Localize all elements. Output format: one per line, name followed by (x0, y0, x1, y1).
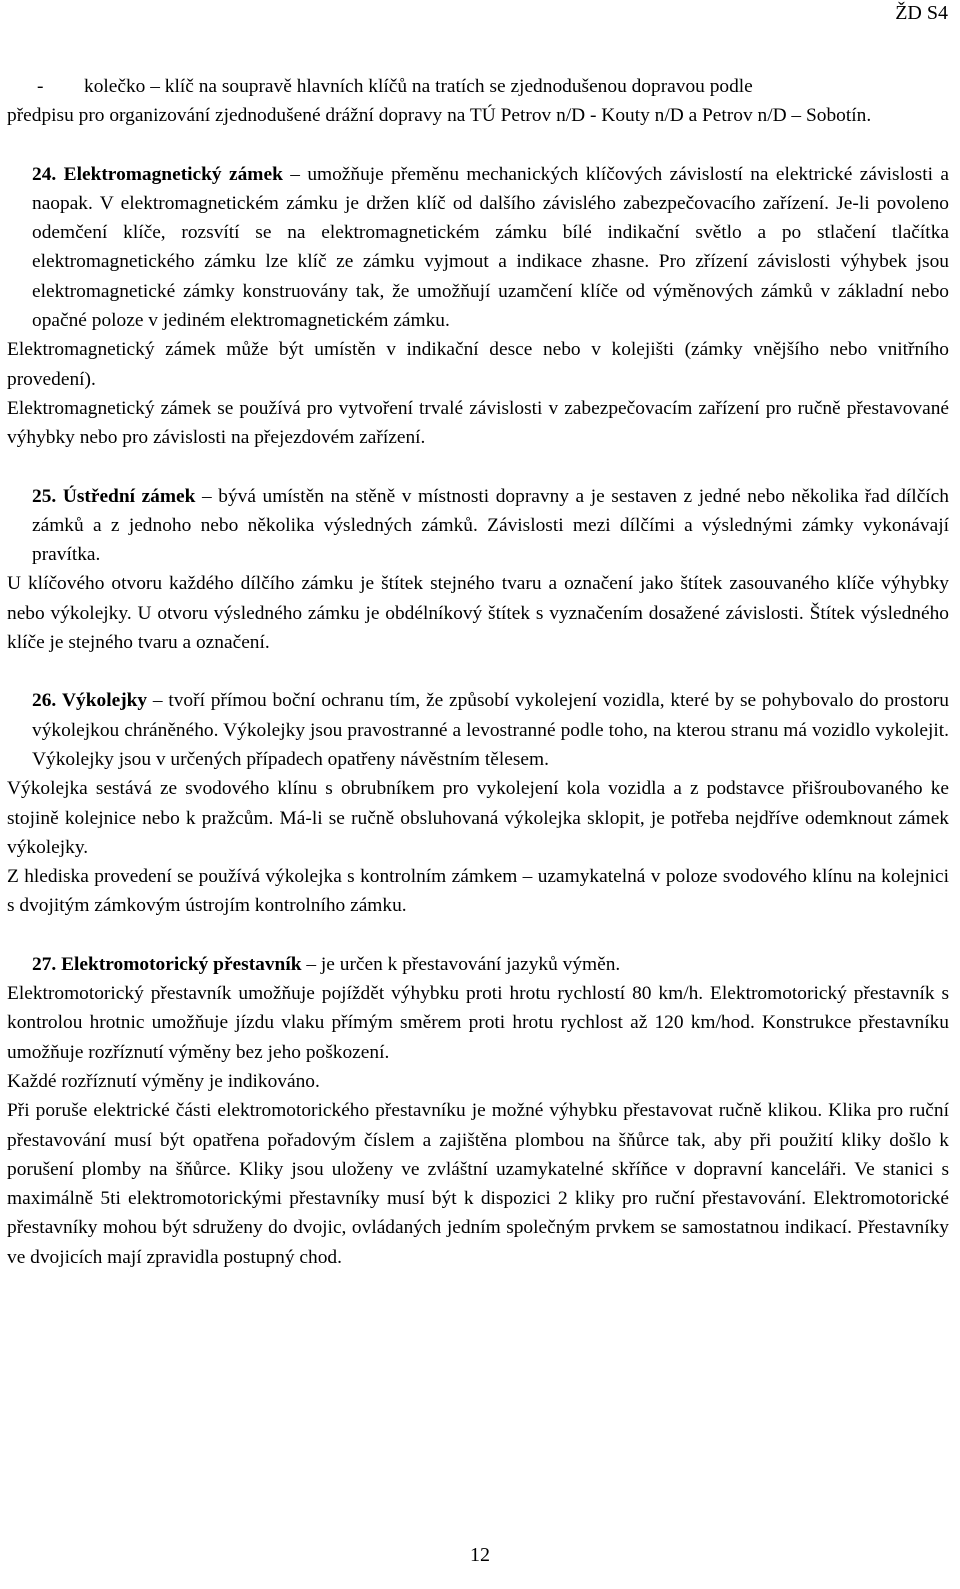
paragraph: Elektromagnetický zámek se používá pro vytvoření trvalé závislosti v zabezpečovacím zařízení pro ručně přestavované výhybky nebo pro závislosti na přejezdovém zařízení. (7, 397, 949, 449)
paragraph: Elektromotorický přestavník umožňuje pojíždět výhybku proti hrotu rychlostí 80 km/h. Elektromotorický přestavník s kontrolou hrotnic umožňuje jízdu vlaku přímým směrem proti hrotu rychlost až 120 km/hod. Konstrukce přestavníku umožňuje rozříznutí výměny bez jeho poškození. (7, 983, 949, 1063)
section-term: Ústřední zámek (62, 485, 196, 507)
section-intro: – tvoří přímou boční ochranu tím, že způsobí vykolejení vozidla, které by se pohybovalo do prostoru výkolejkou chráněného. Výkolejky jsou pravostranné a levostranné podle toho, na kterou stranu má vozidlo vykolejit. Výkolejky jsou v určených případech opatřeny návěstním tělesem. (32, 690, 949, 770)
section-number: 24. (32, 163, 57, 185)
section-24 (7, 160, 949, 336)
section-intro: – je určen k přestavování jazyků výměn. (301, 953, 621, 975)
section-intro: – bývá umístěn na stěně v místnosti dopravny a je sestaven z jedné nebo několika řad dílčích zámků a z jednoho nebo několika výsledných zámků. Závislosti mezi dílčími a výslednými zámky vykonávají pravítka. (32, 485, 949, 566)
section-25 (7, 482, 949, 570)
page-number: 12 (470, 1544, 490, 1566)
section-term: Elektromotorický přestavník (61, 953, 302, 975)
paragraph: Při poruše elektrické části elektromotorického přestavníku je možné výhybku přestavovat ručně klikou. Klika pro ruční přestavování musí být opatřena pořadovým číslem a zajištěna plombou na šňůrce tak, aby při použití kliky došlo k porušení plomby na šňůrce. Kliky jsou uloženy ve zvláštní uzamykatelné skříňce v dopravní kanceláři. Ve stanici s maximálně 5ti elektromotorickými přestavníky musí být k dispozici 2 kliky pro ruční přestavování. Elektromotorické přestavníky mohou být sdruženy do dvojic, ovládaných jedním společným prvkem se samostatnou indikací. Přestavníky ve dvojicích mají zpravidla postupný chod. (7, 1100, 949, 1268)
section-26 (7, 686, 949, 774)
paragraph: Každé rozříznutí výměny je indikováno. (7, 1070, 320, 1092)
section-term: Výkolejky (62, 690, 148, 712)
paragraph: Z hlediska provedení se používá výkolejka s kontrolním zámkem – uzamykatelná v poloze svodového klínu na kolejnici s dvojitým zámkovým ústrojím kontrolního zámku. (7, 866, 949, 917)
paragraph: U klíčového otvoru každého dílčího zámku je štítek stejného tvaru a označení jako štítek zasouvaného klíče výhybky nebo výkolejky. U otvoru výsledného zámku je obdélníkový štítek s vyznačením dosažené závislosti. Štítek výsledného klíče je stejného tvaru a označení. (7, 573, 949, 654)
section-number: 25. (32, 485, 57, 507)
section-intro: – umožňuje přeměnu mechanických klíčových závislostí na elektrické závislosti a naopak. V elektromagnetickém zámku je držen klíč od dalšího závislého zabezpečovacího zařízení. Je-li povoleno odemčení klíče, rozsvítí se na elektromagnetickém zámku bílé indikační světlo a po stlačení tlačítka elektromagnetického zámku lze klíč ze zámku vyjmout a indikace zhasne. Pro zřízení závislosti výhybek jsou elektromagnetické zámky konstruovány tak, že umožňují uzamčení klíče od výměnových zámků v základní nebo opačné poloze v jediném elektromagnetickém zámku. (32, 163, 949, 332)
section-term: Elektromagnetický zámek (63, 163, 283, 185)
document-body (7, 72, 949, 1272)
bullet-item (7, 72, 949, 131)
paragraph: Výkolejka sestává ze svodového klínu s obrubníkem pro vykolejení kola vozidla a z podstavce přišroubovaného ke stojině kolejnice nebo k pražcům. Má-li se ručně obsluhovaná výkolejka sklopit, je potřeba nejdříve odemknout zámek výkolejky. (7, 778, 949, 858)
paragraph: Elektromagnetický zámek může být umístěn v indikační desce nebo v kolejišti (zámky vnějšího nebo vnitřního provedení). (7, 339, 949, 390)
section-27 (7, 950, 949, 979)
document-code: ŽD S4 (895, 2, 948, 24)
bullet-dash: - (37, 76, 44, 97)
bullet-first-line: kolečko – klíč na soupravě hlavních klíčů na tratích se zjednodušenou dopravou podle (84, 76, 753, 97)
section-number: 27. (32, 953, 57, 975)
bullet-continuation: předpisu pro organizování zjednodušené drážní dopravy na TÚ Petrov n/D - Kouty n/D a Petrov n/D – Sobotín. (7, 105, 872, 127)
section-number: 26. (32, 690, 57, 712)
